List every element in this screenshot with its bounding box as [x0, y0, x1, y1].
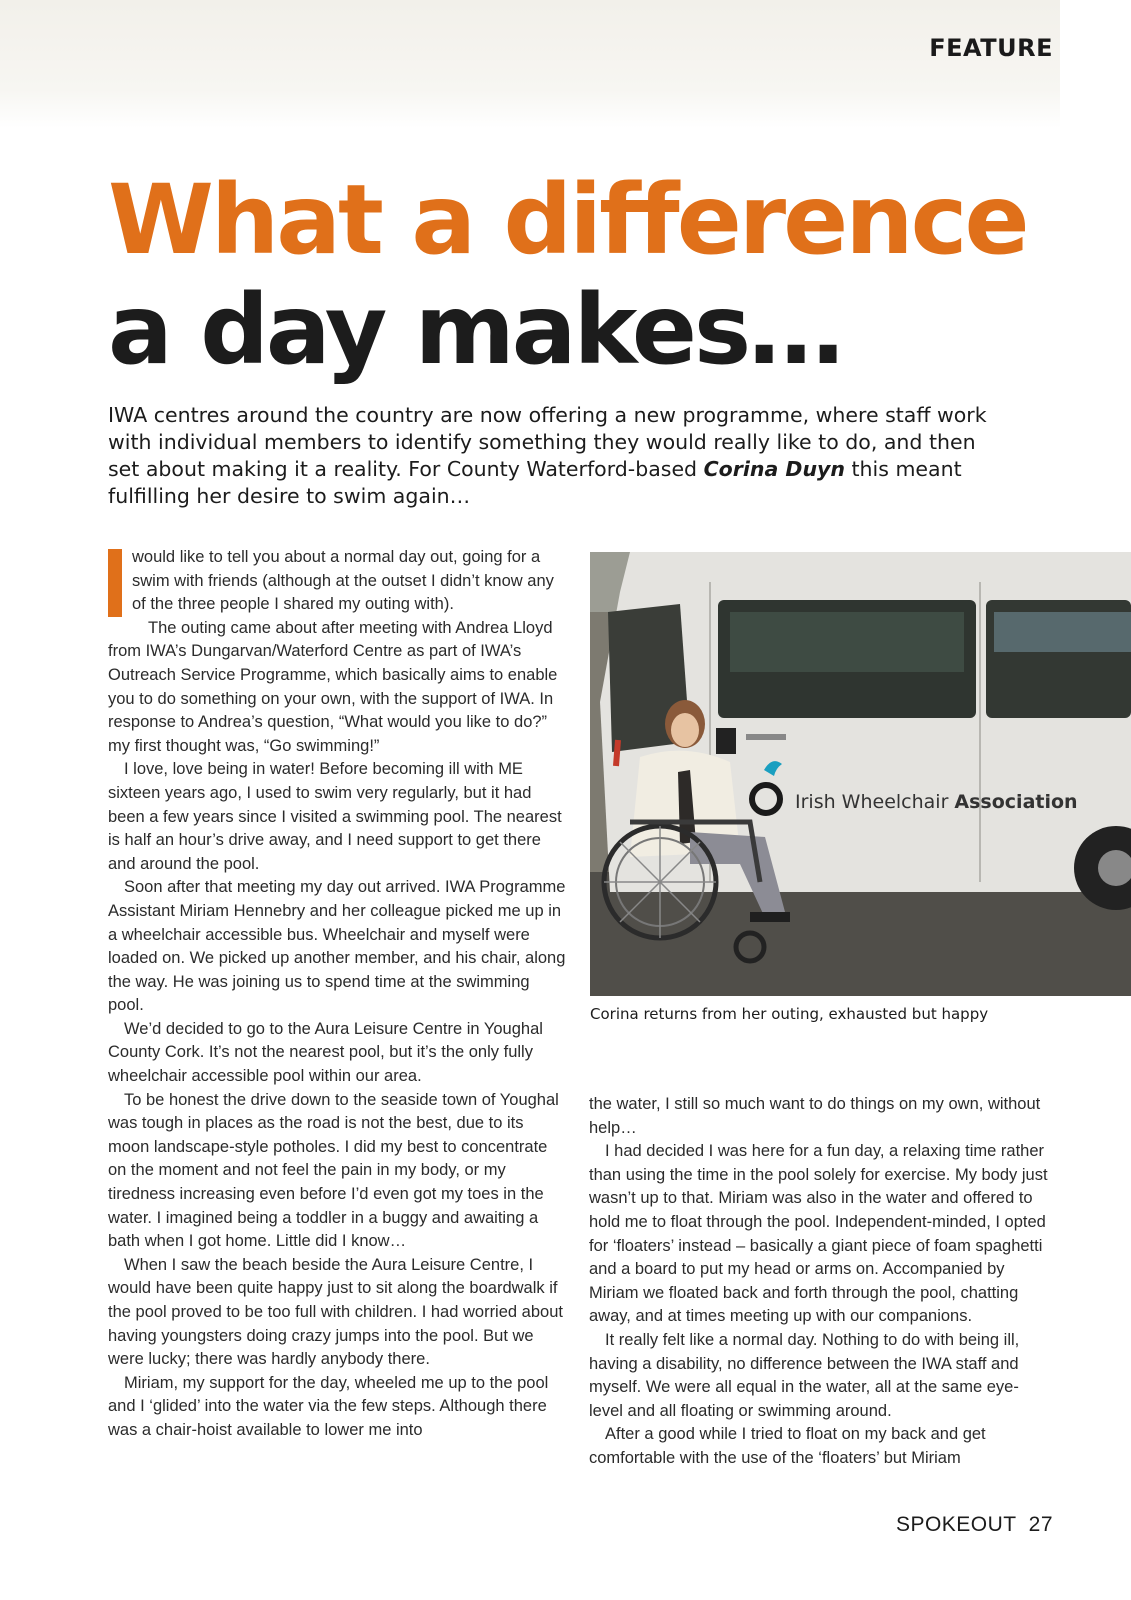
- paragraph: It really felt like a normal day. Nothing to do with being ill, having a disability, no difference between the IWA staff and myself. We were all equal in the water, all at the same eye-level and all floating or swimming around.: [589, 1330, 1020, 1420]
- paragraph: We’d decided to go to the Aura Leisure Centre in Youghal County Cork. It’s not the nearest pool, but it’s the only fully wheelchair accessible pool within our area.: [108, 1019, 543, 1086]
- page-number: 27: [1028, 1513, 1053, 1536]
- headline-line-1: What a difference: [108, 164, 1027, 276]
- photo-caption: Corina returns from her outing, exhausted but happy: [590, 1005, 989, 1023]
- paragraph: The outing came about after meeting with Andrea Lloyd from IWA’s Dungarvan/Waterford Centre as part of IWA’s Outreach Service Programme, which basically aims to enable you to do something on your own, with the support of IWA. In response to Andrea’s question, “What would you like to do?” my first thought was, “Go swimming!”: [108, 618, 558, 755]
- paragraph-text: would like to tell you about a normal day out, going for a swim with friends (although at the outset I didn’t know any of the three people I shared my outing with).: [132, 548, 554, 614]
- van-logo-regular: Irish Wheelchair: [795, 791, 955, 813]
- paragraph: After a good while I tried to float on my back and get comfortable with the use of the ‘floaters’ but Miriam: [589, 1425, 986, 1467]
- paragraph: To be honest the drive down to the seaside town of Youghal was tough in places as the road is not the best, due to its moon landscape-style potholes. I did my best to concentrate on the moment and not feel the pain in my body, or my tiredness increasing even before I’d even got my toes in the water. I imagined being a toddler in a buggy and awaiting a bath when I got home. Little did I know…: [108, 1090, 559, 1251]
- standfirst: [108, 402, 988, 510]
- headline-line-2: a day makes…: [108, 274, 842, 386]
- standfirst-lead: IWA centres around the country are now offering a new programme, where staff work with individual members to identify something they would really like to do, and then set about making it a reality. For County Waterford-based: [108, 403, 987, 481]
- paragraph: When I saw the beach beside the Aura Leisure Centre, I would have been quite happy just to sit along the boardwalk if the pool proved to be too full with children. I had worried about having youngsters doing crazy jumps into the pool. But we were lucky; there was hardly anybody there.: [108, 1255, 563, 1369]
- drop-cap: [108, 549, 122, 617]
- body-column-left: [108, 546, 568, 1443]
- headline: [108, 165, 1027, 385]
- paragraph: [108, 546, 568, 617]
- section-label: FEATURE: [929, 34, 1053, 62]
- standfirst-tail: this meant fulfilling her desire to swim again…: [108, 457, 962, 508]
- magazine-name: SPOKEOUT: [895, 1513, 1017, 1536]
- header-band: [0, 0, 1060, 128]
- paragraph: the water, I still so much want to do things on my own, without help…: [589, 1095, 1041, 1137]
- body-column-right: [589, 1093, 1049, 1471]
- van-logo-bold: Association: [954, 791, 1078, 813]
- svg-text:Irish Wheelchair Association: [795, 791, 1078, 813]
- author-name: Corina Duyn: [703, 457, 845, 481]
- page-footer: [896, 1513, 1053, 1537]
- paragraph: Soon after that meeting my day out arrived. IWA Programme Assistant Miriam Hennebry and her colleague picked me up in a wheelchair accessible bus. Wheelchair and myself were loaded on. We picked up another member, and his chair, along the way. He was joining us to spend time at the swimming pool.: [108, 878, 566, 1015]
- paragraph: Miriam, my support for the day, wheeled me up to the pool and I ‘glided’ into the water via the few steps. Although there was a chair-hoist available to lower me into: [108, 1373, 549, 1439]
- van-photo-illustration: [590, 552, 1131, 996]
- paragraph: I had decided I was here for a fun day, a relaxing time rather than using the time in the pool solely for exercise. My body just wasn’t up to that. Miriam was also in the water and offered to hold me to float through the pool. Independent-minded, I opted for ‘floaters’ instead – basically a giant piece of foam spaghetti and a board to put my head or arms on. Accompanied by Miriam we floated back and forth through the pool, chatting away, and at times meeting up with our companions.: [589, 1142, 1048, 1326]
- paragraph: I love, love being in water! Before becoming ill with ME sixteen years ago, I used to swim very regularly, but it had been a few years since I visited a swimming pool. The nearest is half an hour’s drive away, and I need support to get there and around the pool.: [108, 760, 562, 873]
- feature-photo: [590, 552, 1131, 996]
